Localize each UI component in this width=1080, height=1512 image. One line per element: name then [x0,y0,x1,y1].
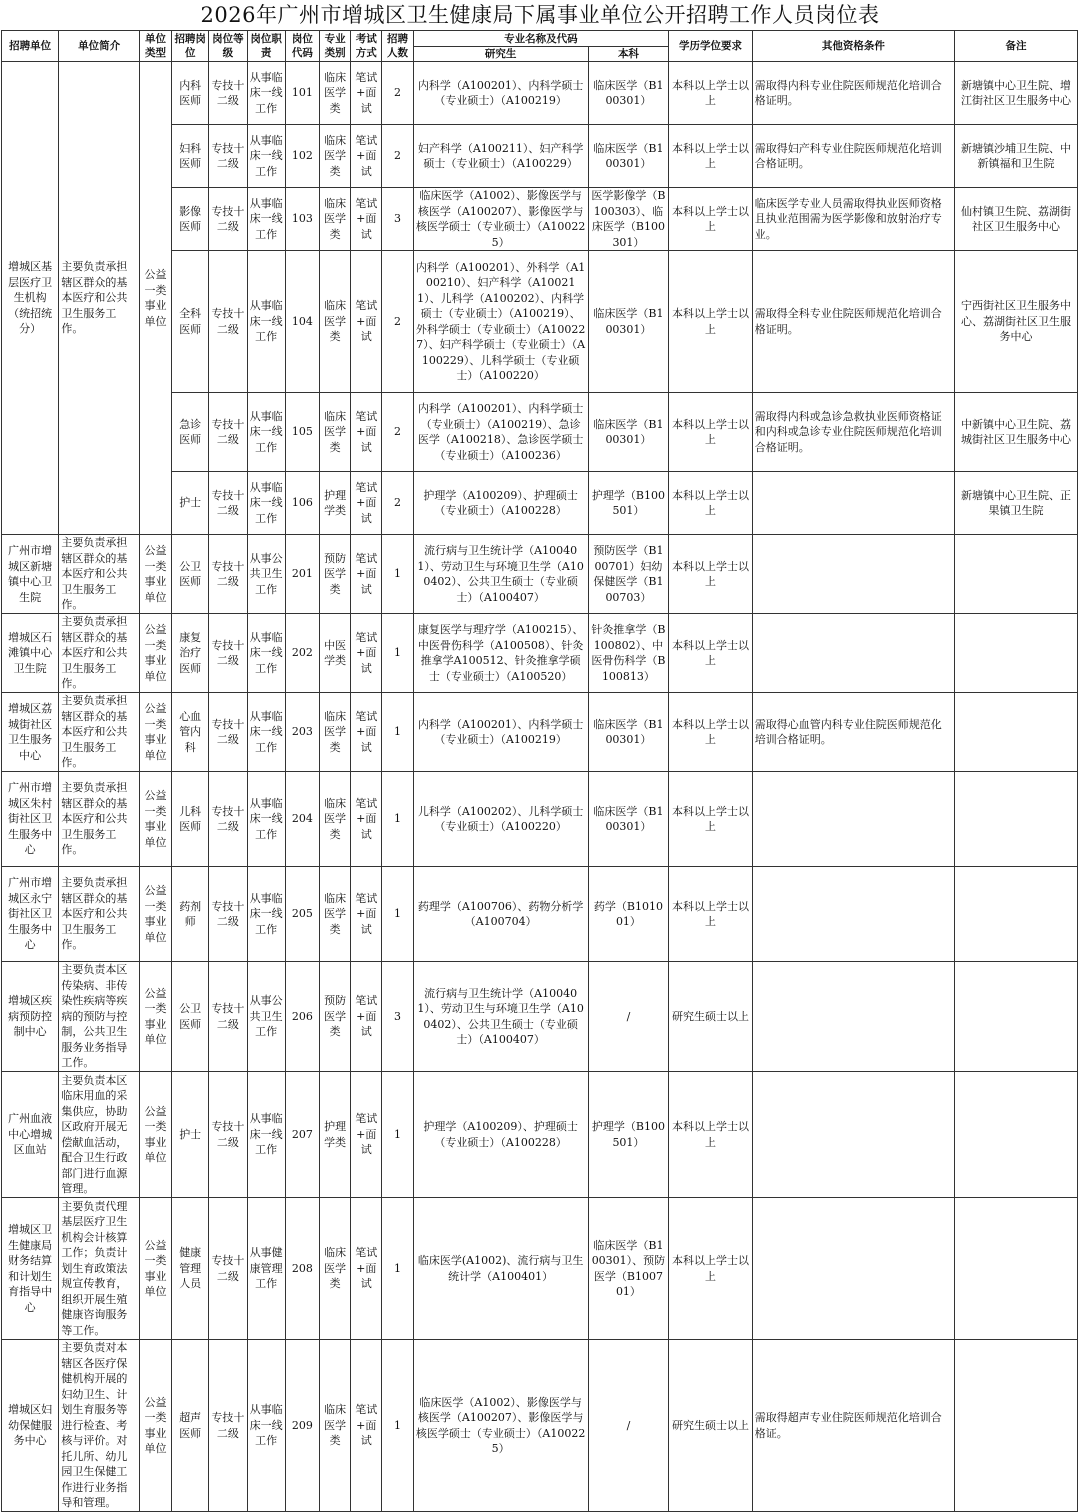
cell-remark: 新塘镇沙埔卫生院、中新镇福和卫生院 [955,125,1078,188]
cell-exam: 笔试+面试 [351,614,382,693]
cell-category: 临床医学类 [320,693,351,772]
cell-duty: 从事临床一线工作 [247,472,285,535]
cell-grad: 流行病与卫生统计学（A100401）、劳动卫生与环境卫生学（A100402）、公共卫生硕士（专业硕士）（A100407） [413,962,588,1072]
cell-position: 超声医师 [172,1340,209,1512]
cell-remark [955,1340,1078,1512]
cell-unit: 增城区妇幼保健服务中心 [2,1340,59,1512]
cell-position: 公卫医师 [172,535,209,614]
cell-code: 205 [285,867,319,962]
cell-grade: 专技十二级 [209,962,247,1072]
cell-other: 需取得全科专业住院医师规范化培训合格证明。 [752,251,954,393]
cell-category: 临床医学类 [320,62,351,125]
cell-undergrad: 临床医学（B100301） [588,693,669,772]
cell-undergrad: 临床医学（B100301） [588,251,669,393]
cell-code: 103 [285,188,319,251]
cell-code: 209 [285,1340,319,1512]
cell-exam: 笔试+面试 [351,125,382,188]
cell-count: 2 [382,393,413,472]
cell-unit-type: 公益一类事业单位 [139,867,171,962]
cell-unit-type: 公益一类事业单位 [139,1072,171,1198]
cell-remark: 宁西街社区卫生服务中心、荔湖街社区卫生服务中心 [955,251,1078,393]
cell-edu: 研究生硕士以上 [669,962,753,1072]
cell-code: 202 [285,614,319,693]
header-undergrad: 本科 [588,47,669,62]
cell-unit-type: 公益一类事业单位 [139,1198,171,1340]
cell-duty: 从事临床一线工作 [247,1340,285,1512]
cell-remark: 新塘镇中心卫生院、增江街社区卫生服务中心 [955,62,1078,125]
cell-other [752,772,954,867]
header-category: 专业类别 [320,31,351,62]
cell-duty: 从事临床一线工作 [247,125,285,188]
cell-grad: 流行病与卫生统计学（A100401）、劳动卫生与环境卫生学（A100402）、公共卫生硕士（专业硕士）（A100407） [413,535,588,614]
cell-intro: 主要负责承担辖区群众的基本医疗和公共卫生服务工作。 [59,535,140,614]
cell-intro: 主要负责承担辖区群众的基本医疗和公共卫生服务工作。 [59,867,140,962]
cell-intro: 主要负责代理基层医疗卫生机构会计核算工作；负责计划生育政策法规宣传教育，组织开展生殖健康咨询服务等工作。 [59,1198,140,1340]
cell-code: 102 [285,125,319,188]
cell-grad: 药理学（A100706）、药物分析学（A100704） [413,867,588,962]
cell-position: 心血管内科 [172,693,209,772]
cell-count: 2 [382,251,413,393]
cell-grade: 专技十二级 [209,1072,247,1198]
cell-grad: 儿科学（A100202）、儿科学硕士（专业硕士）（A100220） [413,772,588,867]
cell-position: 全科医师 [172,251,209,393]
cell-edu: 本科以上学士以上 [669,1072,753,1198]
header-major-group: 专业名称及代码 [413,31,669,47]
cell-other: 需取得超声专业住院医师规范化培训合格证。 [752,1340,954,1512]
cell-intro: 主要负责对本辖区各医疗保健机构开展的妇幼卫生、计划生育服务等进行检查、考核与评价。对托儿所、幼儿园卫生保健工作进行业务指导和管理。 [59,1340,140,1512]
positions-table [1,30,1078,1512]
cell-count: 1 [382,867,413,962]
cell-unit: 广州市增城区新塘镇中心卫生院 [2,535,59,614]
cell-exam: 笔试+面试 [351,1072,382,1198]
cell-undergrad: 临床医学（B100301） [588,393,669,472]
cell-exam: 笔试+面试 [351,1198,382,1340]
header-grade: 岗位等级 [209,31,247,62]
cell-undergrad: 临床医学（B100301） [588,125,669,188]
cell-undergrad: / [588,1340,669,1512]
cell-code: 101 [285,62,319,125]
cell-code: 105 [285,393,319,472]
cell-exam: 笔试+面试 [351,188,382,251]
cell-undergrad: / [588,962,669,1072]
cell-grad: 临床医学（A1002）、影像医学与核医学（A100207）、影像医学与核医学硕士（专业硕士）（A100225） [413,188,588,251]
cell-grade: 专技十二级 [209,125,247,188]
cell-grade: 专技十二级 [209,472,247,535]
cell-count: 1 [382,1198,413,1340]
cell-undergrad: 预防医学（B100701）妇幼保健医学（B100703） [588,535,669,614]
cell-exam: 笔试+面试 [351,62,382,125]
cell-position: 急诊医师 [172,393,209,472]
table-row [2,62,1078,125]
cell-exam: 笔试+面试 [351,472,382,535]
cell-unit-type: 公益一类事业单位 [139,1340,171,1512]
cell-grade: 专技十二级 [209,62,247,125]
cell-position: 护士 [172,1072,209,1198]
cell-duty: 从事临床一线工作 [247,188,285,251]
cell-edu: 研究生硕士以上 [669,1340,753,1512]
cell-position: 妇科医师 [172,125,209,188]
cell-edu: 本科以上学士以上 [669,393,753,472]
cell-other [752,472,954,535]
cell-edu: 本科以上学士以上 [669,125,753,188]
cell-edu: 本科以上学士以上 [669,251,753,393]
cell-duty: 从事健康管理工作 [247,1198,285,1340]
cell-category: 临床医学类 [320,393,351,472]
cell-grade: 专技十二级 [209,614,247,693]
cell-code: 201 [285,535,319,614]
cell-edu: 本科以上学士以上 [669,188,753,251]
cell-unit: 广州血液中心增城区血站 [2,1072,59,1198]
cell-grad: 内科学（A100201）、外科学（A100210）、妇产科学（A100211）、儿科学（A100202）、内科学硕士（专业硕士）（A100219）、外科学硕士（专业硕士）（A100227）、妇产科学硕士（专业硕士）（A100229）、儿科学硕士（专业硕士）（A100220） [413,251,588,393]
cell-count: 1 [382,693,413,772]
cell-other: 需取得内科专业住院医师规范化培训合格证明。 [752,62,954,125]
cell-edu: 本科以上学士以上 [669,1198,753,1340]
cell-undergrad: 护理学（B100501） [588,1072,669,1198]
cell-remark [955,867,1078,962]
cell-unit-type: 公益一类事业单位 [139,62,171,535]
cell-count: 2 [382,125,413,188]
cell-grad: 内科学（A100201）、内科学硕士（专业硕士）（A100219） [413,693,588,772]
cell-category: 临床医学类 [320,772,351,867]
header-other: 其他资格条件 [752,31,954,62]
cell-category: 中医学类 [320,614,351,693]
cell-category: 临床医学类 [320,188,351,251]
cell-grade: 专技十二级 [209,1198,247,1340]
table-row [2,1072,1078,1198]
header-position: 招聘岗位 [172,31,209,62]
table-row [2,772,1078,867]
cell-edu: 本科以上学士以上 [669,772,753,867]
cell-intro: 主要负责本区传染病、非传染性疾病等疾病的预防与控制，公共卫生服务业务指导工作。 [59,962,140,1072]
cell-edu: 本科以上学士以上 [669,472,753,535]
cell-exam: 笔试+面试 [351,772,382,867]
header-remark: 备注 [955,31,1078,62]
cell-remark: 仙村镇卫生院、荔湖街社区卫生服务中心 [955,188,1078,251]
cell-grad: 临床医学（A1002）、影像医学与核医学（A100207）、影像医学与核医学硕士（专业硕士）（A100225） [413,1340,588,1512]
cell-intro: 主要负责承担辖区群众的基本医疗和公共卫生服务工作。 [59,772,140,867]
cell-undergrad: 临床医学（B100301）、预防医学（B100701） [588,1198,669,1340]
cell-remark [955,693,1078,772]
table-row [2,962,1078,1072]
cell-undergrad: 医学影像学（B100303）、临床医学（B100301） [588,188,669,251]
cell-position: 健康管理人员 [172,1198,209,1340]
cell-duty: 从事临床一线工作 [247,62,285,125]
cell-grade: 专技十二级 [209,1340,247,1512]
cell-exam: 笔试+面试 [351,867,382,962]
cell-unit-type: 公益一类事业单位 [139,962,171,1072]
cell-remark: 新塘镇中心卫生院、正果镇卫生院 [955,472,1078,535]
cell-code: 207 [285,1072,319,1198]
cell-grad: 康复医学与理疗学（A100215）、中医骨伤科学（A100508）、针灸推拿学A100512、针灸推拿学硕士（专业硕士）（A100520） [413,614,588,693]
cell-count: 1 [382,614,413,693]
cell-grad: 内科学（A100201）、内科学硕士（专业硕士）（A100219）、急诊医学（A100218）、急诊医学硕士（专业硕士）（A100236） [413,393,588,472]
cell-edu: 本科以上学士以上 [669,867,753,962]
cell-position: 药剂师 [172,867,209,962]
table-row [2,535,1078,614]
cell-category: 护理学类 [320,1072,351,1198]
cell-count: 3 [382,962,413,1072]
page-title: 2026年广州市增城区卫生健康局下属事业单位公开招聘工作人员岗位表 [200,3,880,27]
cell-unit-type: 公益一类事业单位 [139,772,171,867]
cell-intro: 主要负责承担辖区群众的基本医疗和公共卫生服务工作。 [59,693,140,772]
header-edu: 学历学位要求 [669,31,753,62]
cell-remark [955,1198,1078,1340]
cell-position: 护士 [172,472,209,535]
table-row [2,1340,1078,1512]
cell-code: 208 [285,1198,319,1340]
cell-exam: 笔试+面试 [351,393,382,472]
cell-count: 2 [382,62,413,125]
cell-other: 需取得内科或急诊急救执业医师资格证和内科或急诊专业住院医师规范化培训合格证明。 [752,393,954,472]
cell-position: 儿科医师 [172,772,209,867]
cell-edu: 本科以上学士以上 [669,535,753,614]
cell-code: 204 [285,772,319,867]
cell-remark [955,1072,1078,1198]
cell-intro: 主要负责承担辖区群众的基本医疗和公共卫生服务工作。 [59,614,140,693]
cell-code: 104 [285,251,319,393]
cell-remark [955,535,1078,614]
cell-exam: 笔试+面试 [351,535,382,614]
cell-other [752,614,954,693]
cell-duty: 从事公共卫生工作 [247,962,285,1072]
cell-duty: 从事临床一线工作 [247,251,285,393]
table-row [2,867,1078,962]
cell-category: 预防医学类 [320,962,351,1072]
cell-grad: 护理学（A100209）、护理硕士（专业硕士）（A100228） [413,472,588,535]
cell-duty: 从事临床一线工作 [247,693,285,772]
cell-edu: 本科以上学士以上 [669,62,753,125]
cell-other: 需取得妇产科专业住院医师规范化培训合格证明。 [752,125,954,188]
cell-undergrad: 护理学（B100501） [588,472,669,535]
table-row [2,1198,1078,1340]
cell-category: 临床医学类 [320,1198,351,1340]
cell-other: 需取得心血管内科专业住院医师规范化培训合格证明。 [752,693,954,772]
cell-category: 临床医学类 [320,1340,351,1512]
cell-other [752,1198,954,1340]
cell-grade: 专技十二级 [209,772,247,867]
cell-grade: 专技十二级 [209,867,247,962]
cell-count: 3 [382,188,413,251]
cell-remark [955,962,1078,1072]
cell-undergrad: 针灸推拿学（B100802）、中医骨伤科学（B100813） [588,614,669,693]
header-duty: 岗位职责 [247,31,285,62]
cell-duty: 从事临床一线工作 [247,614,285,693]
cell-position: 影像医师 [172,188,209,251]
cell-category: 临床医学类 [320,867,351,962]
cell-count: 1 [382,1340,413,1512]
cell-other: 临床医学专业人员需取得执业医师资格且执业范围需为医学影像和放射治疗专业。 [752,188,954,251]
cell-grad: 临床医学(A1002)、流行病与卫生统计学（A100401） [413,1198,588,1340]
cell-duty: 从事临床一线工作 [247,1072,285,1198]
header-unit-type: 单位类型 [139,31,171,62]
cell-unit-type: 公益一类事业单位 [139,535,171,614]
cell-undergrad: 临床医学（B100301） [588,62,669,125]
cell-edu: 本科以上学士以上 [669,614,753,693]
cell-remark [955,772,1078,867]
cell-exam: 笔试+面试 [351,251,382,393]
cell-grade: 专技十二级 [209,188,247,251]
cell-code: 203 [285,693,319,772]
header-code: 岗位代码 [285,31,319,62]
cell-category: 护理学类 [320,472,351,535]
cell-count: 2 [382,472,413,535]
cell-code: 206 [285,962,319,1072]
cell-unit: 广州市增城区永宁街社区卫生服务中心 [2,867,59,962]
cell-unit: 增城区卫生健康局财务结算和计划生育指导中心 [2,1198,59,1340]
cell-position: 内科医师 [172,62,209,125]
cell-other [752,1072,954,1198]
cell-intro: 主要负责承担辖区群众的基本医疗和公共卫生服务工作。 [59,62,140,535]
header-grad: 研究生 [413,47,588,62]
cell-undergrad: 临床医学（B100301） [588,772,669,867]
cell-exam: 笔试+面试 [351,693,382,772]
cell-grade: 专技十二级 [209,393,247,472]
cell-undergrad: 药学（B101001） [588,867,669,962]
cell-code: 106 [285,472,319,535]
table-row [2,693,1078,772]
cell-grad: 护理学（A100209）、护理硕士（专业硕士）（A100228） [413,1072,588,1198]
header-unit: 招聘单位 [2,31,59,62]
header-intro: 单位简介 [59,31,140,62]
cell-unit: 增城区基层医疗卫生机构（统招统分） [2,62,59,535]
cell-count: 1 [382,772,413,867]
cell-duty: 从事临床一线工作 [247,393,285,472]
cell-count: 1 [382,535,413,614]
cell-intro: 主要负责本区临床用血的采集供应，协助区政府开展无偿献血活动，配合卫生行政部门进行血源管理。 [59,1072,140,1198]
cell-grad: 内科学（A100201）、内科学硕士（专业硕士）（A100219） [413,62,588,125]
table-row [2,614,1078,693]
cell-duty: 从事公共卫生工作 [247,535,285,614]
cell-category: 预防医学类 [320,535,351,614]
cell-position: 公卫医师 [172,962,209,1072]
cell-unit-type: 公益一类事业单位 [139,693,171,772]
cell-position: 康复治疗医师 [172,614,209,693]
cell-exam: 笔试+面试 [351,962,382,1072]
cell-category: 临床医学类 [320,251,351,393]
cell-exam: 笔试+面试 [351,1340,382,1512]
cell-grade: 专技十二级 [209,693,247,772]
cell-grad: 妇产科学（A100211）、妇产科学硕士（专业硕士）（A100229） [413,125,588,188]
cell-count: 1 [382,1072,413,1198]
cell-duty: 从事临床一线工作 [247,867,285,962]
header-exam: 考试方式 [351,31,382,62]
cell-edu: 本科以上学士以上 [669,693,753,772]
cell-remark [955,614,1078,693]
cell-other [752,535,954,614]
cell-remark: 中新镇中心卫生院、荔城街社区卫生服务中心 [955,393,1078,472]
cell-category: 临床医学类 [320,125,351,188]
header-count: 招聘人数 [382,31,413,62]
cell-unit-type: 公益一类事业单位 [139,614,171,693]
cell-unit: 增城区荔城街社区卫生服务中心 [2,693,59,772]
cell-unit: 增城区石滩镇中心卫生院 [2,614,59,693]
cell-grade: 专技十二级 [209,251,247,393]
cell-other [752,962,954,1072]
cell-other [752,867,954,962]
cell-duty: 从事临床一线工作 [247,772,285,867]
cell-grade: 专技十二级 [209,535,247,614]
cell-unit: 广州市增城区朱村街社区卫生服务中心 [2,772,59,867]
cell-unit: 增城区疾病预防控制中心 [2,962,59,1072]
